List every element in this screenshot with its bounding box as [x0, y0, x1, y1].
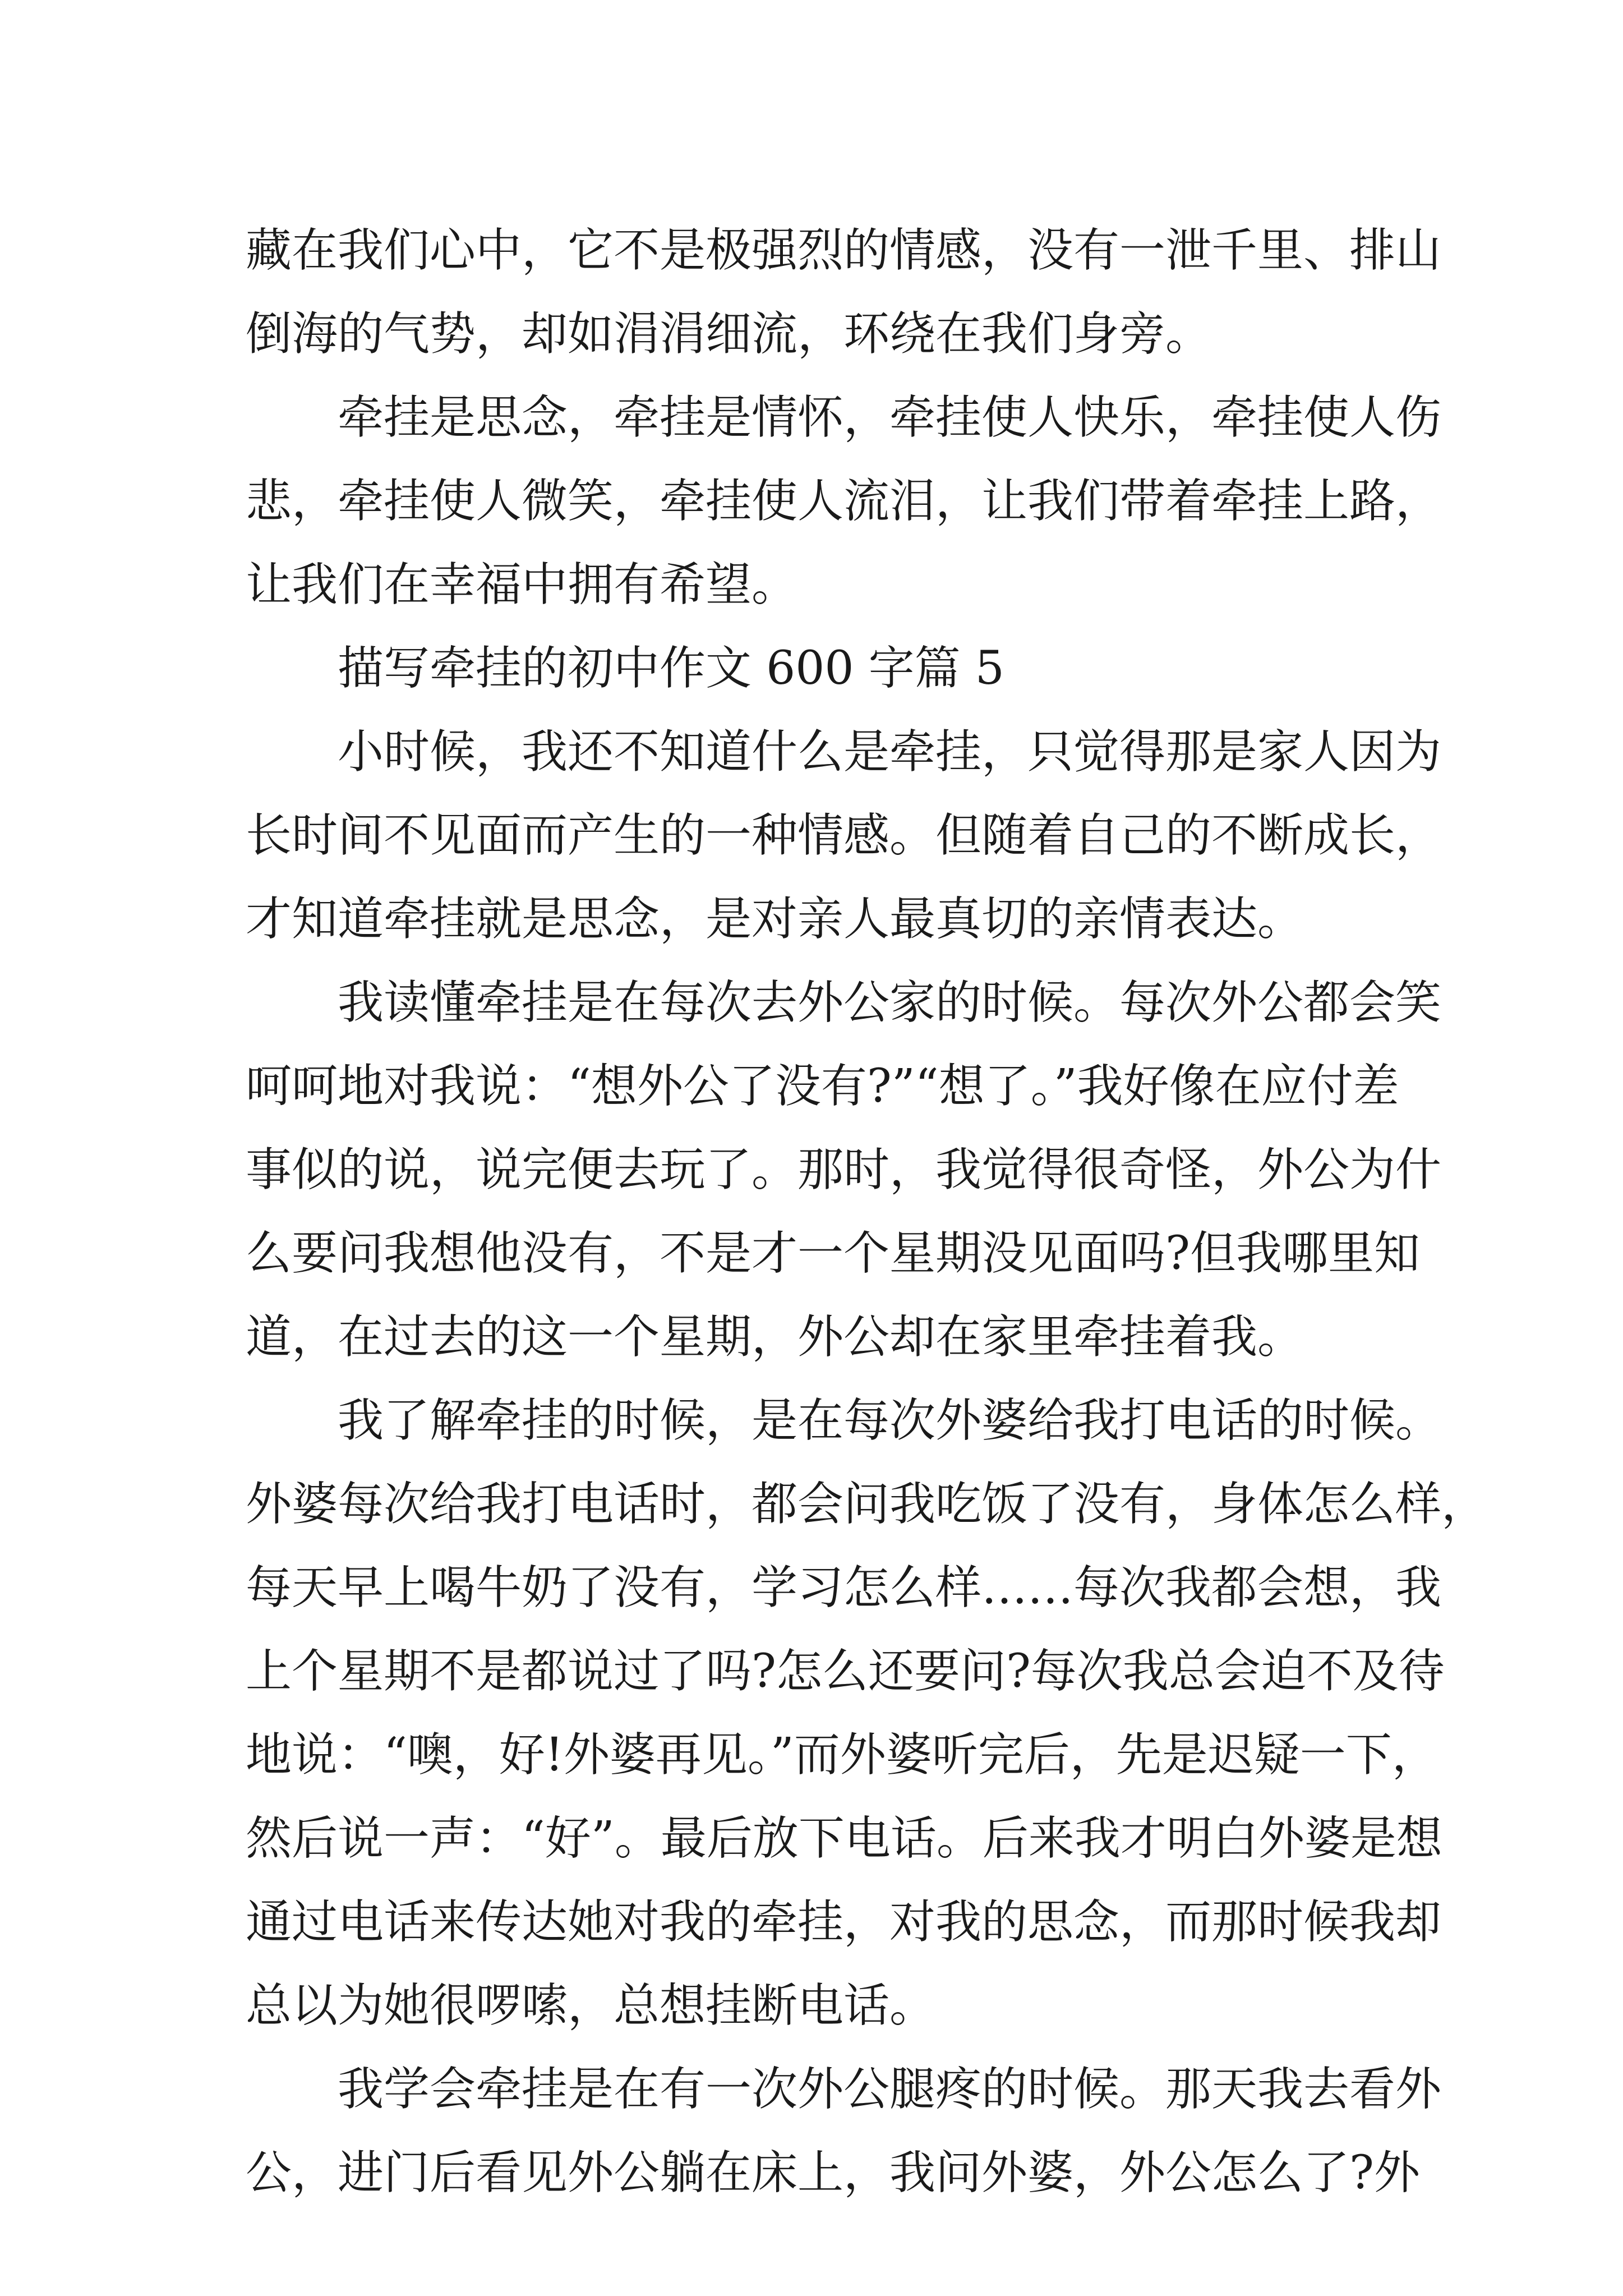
text-line: 藏在我们心中，它不是极强烈的情感，没有一泄千里、排山	[246, 224, 1442, 277]
text-line: 公，进门后看见外公躺在床上，我问外婆，外公怎么了?外	[246, 2146, 1420, 2200]
paragraph-start-line: 我学会牵挂是在有一次外公腿疼的时候。那天我去看外	[338, 2063, 1442, 2116]
paragraph-start-line: 小时候，我还不知道什么是牵挂，只觉得那是家人因为	[338, 725, 1442, 779]
text-line: 么要问我想他没有，不是才一个星期没见面吗?但我哪里知	[246, 1227, 1420, 1280]
text-line: 通过电话来传达她对我的牵挂，对我的思念，而那时候我却	[246, 1895, 1442, 1949]
text-line: 悲，牵挂使人微笑，牵挂使人流泪，让我们带着牵挂上路，	[246, 475, 1442, 528]
text-line: 总以为她很啰嗦，总想挂断电话。	[246, 1979, 936, 2032]
text-line: 才知道牵挂就是思念，是对亲人最真切的亲情表达。	[246, 892, 1304, 946]
paragraph-start-line: 牵挂是思念，牵挂是情怀，牵挂使人快乐，牵挂使人伤	[338, 391, 1442, 444]
text-line: 道，在过去的这一个星期，外公却在家里牵挂着我。	[246, 1310, 1304, 1364]
paragraph-start-line: 我了解牵挂的时候，是在每次外婆给我打电话的时候。	[338, 1394, 1442, 1447]
section-heading: 描写牵挂的初中作文 600 字篇 5	[338, 642, 1004, 695]
text-line: 上个星期不是都说过了吗?怎么还要问?每次我总会迫不及待	[246, 1645, 1445, 1698]
text-line: 倒海的气势，却如涓涓细流，环绕在我们身旁。	[246, 307, 1212, 361]
document-body	[246, 209, 1488, 2215]
text-line: 事似的说，说完便去玩了。那时，我觉得很奇怪，外公为什	[246, 1143, 1442, 1197]
text-line: 然后说一声：“好”。最后放下电话。后来我才明白外婆是想	[246, 1812, 1442, 1865]
text-line: 外婆每次给我打电话时，都会问我吃饭了没有，身体怎么样，	[246, 1478, 1488, 1531]
text-line: 地说：“噢，好!外婆再见。”而外婆听完后，先是迟疑一下，	[246, 1728, 1438, 1782]
text-line: 每天早上喝牛奶了没有，学习怎么样……每次我都会想，我	[246, 1561, 1442, 1614]
text-line: 长时间不见面而产生的一种情感。但随着自己的不断成长，	[246, 809, 1442, 862]
text-line: 让我们在幸福中拥有希望。	[246, 558, 798, 611]
paragraph-start-line: 我读懂牵挂是在每次去外公家的时候。每次外公都会笑	[338, 976, 1442, 1029]
text-line: 呵呵地对我说：“想外公了没有?”“想了。”我好像在应付差	[246, 1060, 1399, 1113]
